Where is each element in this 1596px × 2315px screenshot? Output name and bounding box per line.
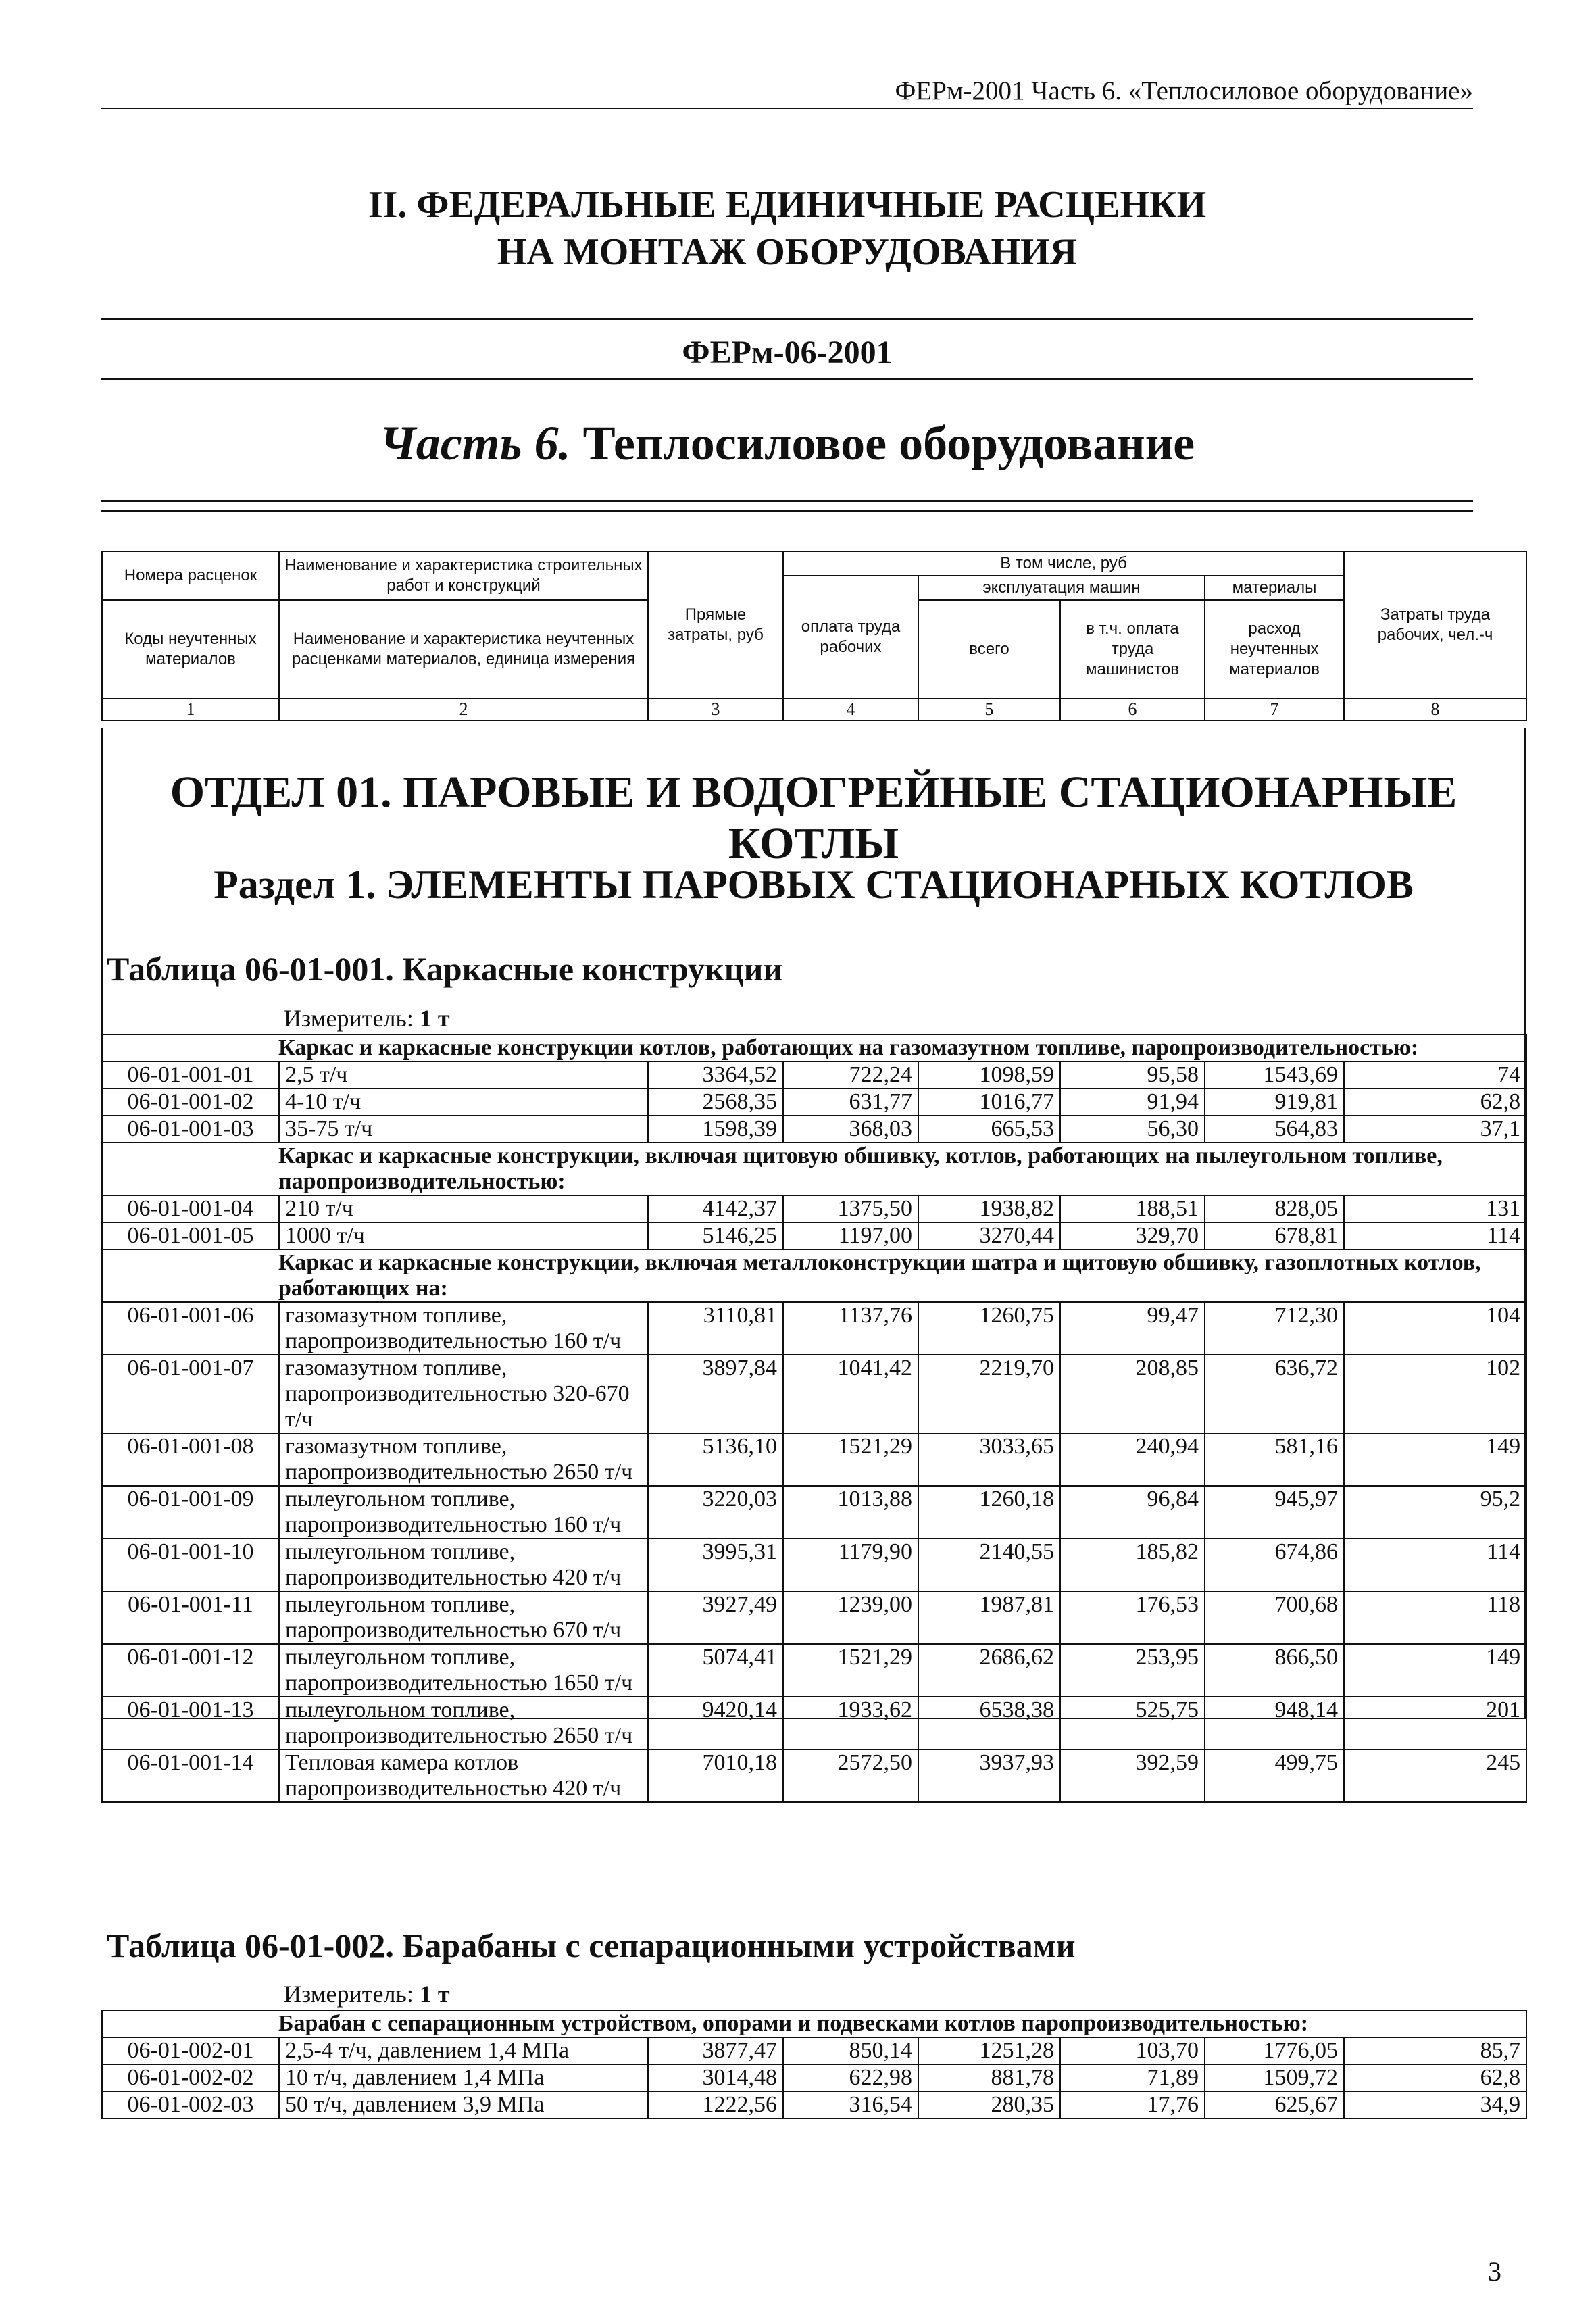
rate-name: газомазутном топливе, паропроизводительностью 320-670 т/ч [279, 1355, 648, 1433]
labor-pay: 316,54 [783, 2091, 918, 2118]
machines-total: 2686,62 [918, 1644, 1060, 1697]
hdr-group-materials: материалы [1205, 576, 1344, 600]
labor-hours: 201 [1344, 1697, 1526, 1749]
table-row [102, 1089, 1526, 1116]
materials-cost: 919,81 [1205, 1089, 1344, 1116]
hdr-num: 4 [783, 699, 918, 720]
rate-code: 06-01-001-11 [102, 1591, 279, 1644]
labor-hours: 149 [1344, 1644, 1526, 1697]
hdr-col7: расход неучтенных материалов [1205, 600, 1344, 699]
hdr-num: 7 [1205, 699, 1344, 720]
materials-cost: 564,83 [1205, 1116, 1344, 1143]
machines-total: 881,78 [918, 2064, 1060, 2091]
code-rule-top [101, 318, 1473, 320]
direct-cost: 9420,14 [648, 1697, 783, 1749]
machinist-pay: 392,59 [1060, 1749, 1205, 1802]
labor-pay: 1521,29 [783, 1433, 918, 1486]
table-row [102, 1062, 1526, 1089]
labor-hours: 149 [1344, 1433, 1526, 1486]
rate-code: 06-01-001-12 [102, 1644, 279, 1697]
table-row [102, 2091, 1526, 2118]
rate-name: пылеугольном топливе, паропроизводительностью 1650 т/ч [279, 1644, 648, 1697]
table-row [102, 1749, 1526, 1802]
direct-cost: 7010,18 [648, 1749, 783, 1802]
table2-unit [284, 1980, 450, 2008]
direct-cost: 3364,52 [648, 1062, 783, 1089]
table-row [102, 1222, 1526, 1249]
table-row [102, 1539, 1526, 1591]
materials-cost: 700,68 [1205, 1591, 1344, 1644]
machinist-pay: 176,53 [1060, 1591, 1205, 1644]
rate-code: 06-01-001-05 [102, 1222, 279, 1249]
group-heading: Каркас и каркасные конструкции, включая металлоконструкции шатра и щитовую обшивку, газоплотных котлов, работающих на: [102, 1249, 1526, 1302]
hdr-col5: всего [918, 600, 1060, 699]
table-row [102, 1195, 1526, 1222]
direct-cost: 3995,31 [648, 1539, 783, 1591]
table1-unit [284, 1004, 450, 1032]
document-code: ФЕРм-06-2001 [682, 334, 893, 370]
rate-name: 50 т/ч, давлением 3,9 МПа [279, 2091, 648, 2118]
hdr-col8: Затраты труда рабочих, чел.-ч [1344, 551, 1526, 699]
rate-code: 06-01-001-04 [102, 1195, 279, 1222]
direct-cost: 3014,48 [648, 2064, 783, 2091]
labor-hours: 104 [1344, 1302, 1526, 1355]
rate-name: 210 т/ч [279, 1195, 648, 1222]
table1-grid [101, 1034, 1527, 1803]
rate-code: 06-01-001-09 [102, 1486, 279, 1539]
machinist-pay: 525,75 [1060, 1697, 1205, 1749]
labor-hours: 102 [1344, 1355, 1526, 1433]
hdr-col2-top: Наименование и характеристика строительных работ и конструкций [279, 551, 648, 600]
labor-hours: 62,8 [1344, 1089, 1526, 1116]
rate-name: пылеугольном топливе, паропроизводительностью 420 т/ч [279, 1539, 648, 1591]
razdel-heading: Раздел 1. ЭЛЕМЕНТЫ ПАРОВЫХ СТАЦИОНАРНЫХ КОТЛОВ [214, 862, 1414, 907]
labor-hours: 85,7 [1344, 2037, 1526, 2064]
hdr-col2-bottom: Наименование и характеристика неучтенных расценками материалов, единица измерения [279, 600, 648, 699]
machines-total: 1260,18 [918, 1486, 1060, 1539]
direct-cost: 4142,37 [648, 1195, 783, 1222]
unit-label: Измеритель: [284, 1981, 414, 2008]
direct-cost: 1598,39 [648, 1116, 783, 1143]
direct-cost: 1222,56 [648, 2091, 783, 2118]
direct-cost: 5146,25 [648, 1222, 783, 1249]
machinist-pay: 329,70 [1060, 1222, 1205, 1249]
group-heading: Барабан с сепарационным устройством, опорами и подвесками котлов паропроизводительностью: [102, 2010, 1526, 2037]
rate-code: 06-01-002-01 [102, 2037, 279, 2064]
labor-pay: 622,98 [783, 2064, 918, 2091]
direct-cost: 5136,10 [648, 1433, 783, 1486]
otdel-heading: ОТДЕЛ 01. ПАРОВЫЕ И ВОДОГРЕЙНЫЕ СТАЦИОНАРНЫЕ КОТЛЫ [170, 768, 1457, 868]
materials-cost: 1776,05 [1205, 2037, 1344, 2064]
hdr-group-machines: эксплуатация машин [918, 576, 1205, 600]
machines-total: 1938,82 [918, 1195, 1060, 1222]
hdr-group-main: В том числе, руб [783, 551, 1344, 576]
machines-total: 3033,65 [918, 1433, 1060, 1486]
labor-hours: 74 [1344, 1062, 1526, 1089]
machinist-pay: 185,82 [1060, 1539, 1205, 1591]
labor-pay: 722,24 [783, 1062, 918, 1089]
materials-cost: 712,30 [1205, 1302, 1344, 1355]
part-label: Часть 6. [379, 416, 571, 470]
machines-total: 1016,77 [918, 1089, 1060, 1116]
part-title: Теплосиловое оборудование [582, 416, 1195, 470]
labor-pay: 1197,00 [783, 1222, 918, 1249]
materials-cost: 636,72 [1205, 1355, 1344, 1433]
labor-hours: 34,9 [1344, 2091, 1526, 2118]
materials-cost: 678,81 [1205, 1222, 1344, 1249]
table-row [102, 1486, 1526, 1539]
materials-cost: 1543,69 [1205, 1062, 1344, 1089]
machinist-pay: 91,94 [1060, 1089, 1205, 1116]
rate-name: пылеугольном топливе, паропроизводительностью 160 т/ч [279, 1486, 648, 1539]
machines-total: 1098,59 [918, 1062, 1060, 1089]
materials-cost: 866,50 [1205, 1644, 1344, 1697]
machines-total: 3937,93 [918, 1749, 1060, 1802]
rate-code: 06-01-001-01 [102, 1062, 279, 1089]
labor-pay: 2572,50 [783, 1749, 918, 1802]
section-title-line2: НА МОНТАЖ ОБОРУДОВАНИЯ [497, 231, 1078, 273]
machinist-pay: 56,30 [1060, 1116, 1205, 1143]
materials-cost: 948,14 [1205, 1697, 1344, 1749]
labor-hours: 118 [1344, 1591, 1526, 1644]
direct-cost: 3877,47 [648, 2037, 783, 2064]
machinist-pay: 253,95 [1060, 1644, 1205, 1697]
rate-code: 06-01-001-08 [102, 1433, 279, 1486]
hdr-num: 6 [1060, 699, 1205, 720]
section-title-line1: II. ФЕДЕРАЛЬНЫЕ ЕДИНИЧНЫЕ РАСЦЕНКИ [368, 184, 1207, 226]
rate-code: 06-01-002-02 [102, 2064, 279, 2091]
direct-cost: 5074,41 [648, 1644, 783, 1697]
rate-name: газомазутном топливе, паропроизводительностью 2650 т/ч [279, 1433, 648, 1486]
rate-name: 10 т/ч, давлением 1,4 МПа [279, 2064, 648, 2091]
table-row [102, 1697, 1526, 1749]
rate-code: 06-01-001-10 [102, 1539, 279, 1591]
hdr-col6: в т.ч. оплата труда машинистов [1060, 600, 1205, 699]
labor-hours: 131 [1344, 1195, 1526, 1222]
machinist-pay: 17,76 [1060, 2091, 1205, 2118]
labor-pay: 1933,62 [783, 1697, 918, 1749]
unit-value: 1 т [419, 1005, 450, 1032]
table2-grid [101, 2010, 1527, 2119]
table-row [102, 1433, 1526, 1486]
labor-pay: 1013,88 [783, 1486, 918, 1539]
labor-hours: 95,2 [1344, 1486, 1526, 1539]
group-heading-row [102, 1143, 1526, 1195]
table2-title: Таблица 06-01-002. Барабаны с сепарационными устройствами [107, 1926, 1076, 1964]
unit-label: Измеритель: [284, 1005, 414, 1032]
rate-name: 2,5-4 т/ч, давлением 1,4 МПа [279, 2037, 648, 2064]
machines-total: 1987,81 [918, 1591, 1060, 1644]
materials-cost: 499,75 [1205, 1749, 1344, 1802]
labor-pay: 1179,90 [783, 1539, 918, 1591]
machines-total: 3270,44 [918, 1222, 1060, 1249]
rate-name: 4-10 т/ч [279, 1089, 648, 1116]
labor-pay: 1521,29 [783, 1644, 918, 1697]
machinist-pay: 103,70 [1060, 2037, 1205, 2064]
direct-cost: 2568,35 [648, 1089, 783, 1116]
running-header: ФЕРм-2001 Часть 6. «Теплосиловое оборудование» [895, 76, 1473, 105]
machinist-pay: 188,51 [1060, 1195, 1205, 1222]
table1-title: Таблица 06-01-001. Каркасные конструкции [107, 950, 783, 988]
table-row [102, 1644, 1526, 1697]
hdr-col4: оплата труда рабочих [783, 576, 918, 699]
direct-cost: 3110,81 [648, 1302, 783, 1355]
machinist-pay: 95,58 [1060, 1062, 1205, 1089]
header-rule [101, 108, 1473, 109]
materials-cost: 581,16 [1205, 1433, 1344, 1486]
hdr-num: 3 [648, 699, 783, 720]
machinist-pay: 96,84 [1060, 1486, 1205, 1539]
table-row [102, 1116, 1526, 1143]
group-heading-row [102, 1249, 1526, 1302]
machinist-pay: 99,47 [1060, 1302, 1205, 1355]
machines-total: 1251,28 [918, 2037, 1060, 2064]
materials-cost: 625,67 [1205, 2091, 1344, 2118]
labor-hours: 114 [1344, 1539, 1526, 1591]
rate-name: 1000 т/ч [279, 1222, 648, 1249]
rate-name: 35-75 т/ч [279, 1116, 648, 1143]
labor-hours: 62,8 [1344, 2064, 1526, 2091]
labor-pay: 850,14 [783, 2037, 918, 2064]
rate-code: 06-01-001-14 [102, 1749, 279, 1802]
rate-name: газомазутном топливе, паропроизводительностью 160 т/ч [279, 1302, 648, 1355]
table-row [102, 1302, 1526, 1355]
group-heading-row [102, 2010, 1526, 2037]
machinist-pay: 240,94 [1060, 1433, 1205, 1486]
page-number: 3 [1488, 2256, 1501, 2287]
machinist-pay: 71,89 [1060, 2064, 1205, 2091]
rate-code: 06-01-001-02 [102, 1089, 279, 1116]
hdr-num: 1 [102, 699, 279, 720]
machines-total: 665,53 [918, 1116, 1060, 1143]
materials-cost: 1509,72 [1205, 2064, 1344, 2091]
machinist-pay: 208,85 [1060, 1355, 1205, 1433]
part-rule-1 [101, 500, 1473, 502]
part-rule-2 [101, 510, 1473, 512]
direct-cost: 3897,84 [648, 1355, 783, 1433]
direct-cost: 3927,49 [648, 1591, 783, 1644]
rate-code: 06-01-001-03 [102, 1116, 279, 1143]
labor-hours: 114 [1344, 1222, 1526, 1249]
materials-cost: 828,05 [1205, 1195, 1344, 1222]
rate-name: 2,5 т/ч [279, 1062, 648, 1089]
rate-code: 06-01-001-07 [102, 1355, 279, 1433]
direct-cost: 3220,03 [648, 1486, 783, 1539]
table-row [102, 1591, 1526, 1644]
group-heading-row [102, 1035, 1526, 1062]
hdr-col1-bottom: Коды неучтенных материалов [102, 600, 279, 699]
group-heading: Каркас и каркасные конструкции котлов, работающих на газомазутном топливе, паропроизводительностью: [102, 1035, 1526, 1062]
code-rule-bottom [101, 378, 1473, 380]
materials-cost: 674,86 [1205, 1539, 1344, 1591]
hdr-num: 2 [279, 699, 648, 720]
hdr-num: 5 [918, 699, 1060, 720]
labor-pay: 1137,76 [783, 1302, 918, 1355]
labor-hours: 245 [1344, 1749, 1526, 1802]
labor-hours: 37,1 [1344, 1116, 1526, 1143]
labor-pay: 1239,00 [783, 1591, 918, 1644]
rate-code: 06-01-001-06 [102, 1302, 279, 1355]
part-heading [101, 416, 1473, 472]
table-row [102, 1355, 1526, 1433]
table-row [102, 2064, 1526, 2091]
rate-name: Тепловая камера котлов паропроизводительностью 420 т/ч [279, 1749, 648, 1802]
rate-code: 06-01-002-03 [102, 2091, 279, 2118]
labor-pay: 631,77 [783, 1089, 918, 1116]
machines-total: 2140,55 [918, 1539, 1060, 1591]
labor-pay: 1041,42 [783, 1355, 918, 1433]
machines-total: 280,35 [918, 2091, 1060, 2118]
machines-total: 2219,70 [918, 1355, 1060, 1433]
rate-name: пылеугольном топливе, паропроизводительностью 670 т/ч [279, 1591, 648, 1644]
hdr-col1-top: Номера расценок [102, 551, 279, 600]
hdr-col3: Прямые затраты, руб [648, 551, 783, 699]
table-row [102, 2037, 1526, 2064]
rate-code: 06-01-001-13 [102, 1697, 279, 1749]
rate-name: пылеугольном топливе, паропроизводительностью 2650 т/ч [279, 1697, 648, 1749]
labor-pay: 368,03 [783, 1116, 918, 1143]
group-heading: Каркас и каркасные конструкции, включая щитовую обшивку, котлов, работающих на пылеугольном топливе, паропроизводительностью: [102, 1143, 1526, 1195]
rates-header-table [101, 551, 1527, 721]
hdr-num: 8 [1344, 699, 1526, 720]
machines-total: 6538,38 [918, 1697, 1060, 1749]
materials-cost: 945,97 [1205, 1486, 1344, 1539]
machines-total: 1260,75 [918, 1302, 1060, 1355]
labor-pay: 1375,50 [783, 1195, 918, 1222]
unit-value: 1 т [419, 1981, 450, 2008]
